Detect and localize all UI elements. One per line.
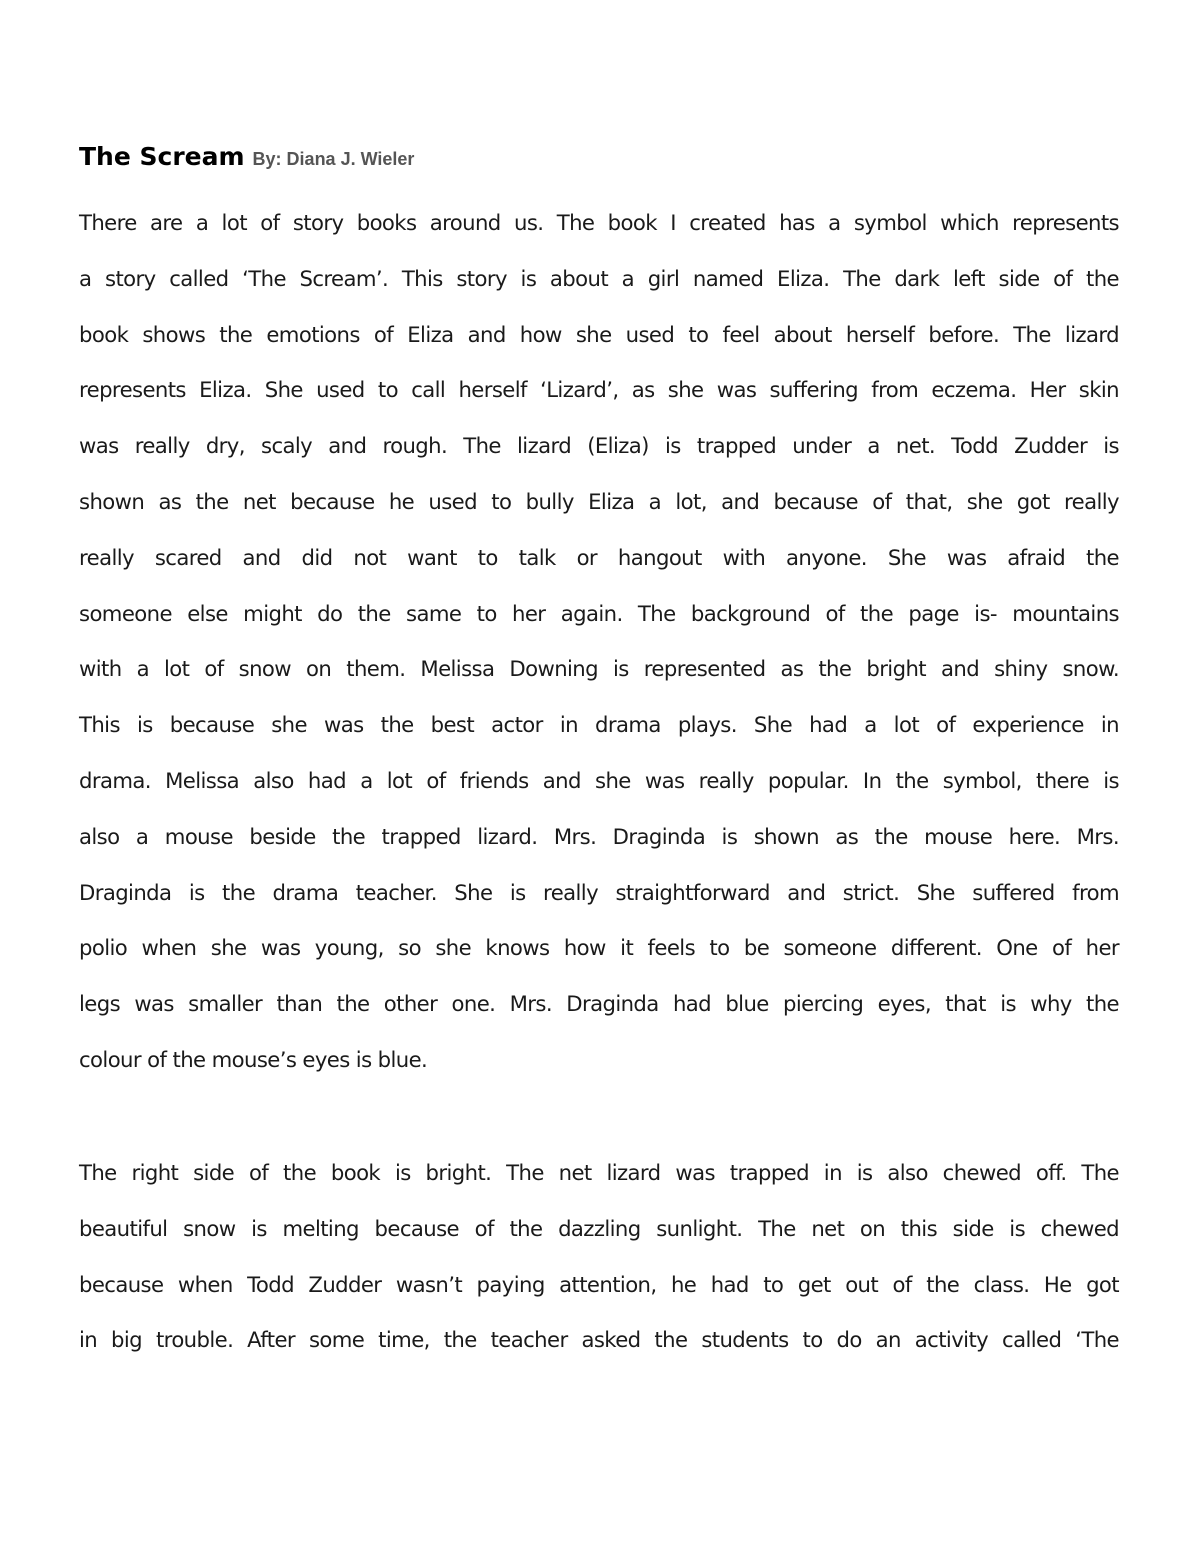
text-line: with a lot of snow on them. Melissa Downing is represented as the bright and shiny snow. xyxy=(79,656,1119,682)
text-line: legs was smaller than the other one. Mrs. Draginda had blue piercing eyes, that is why the xyxy=(79,991,1119,1017)
text-line: Draginda is the drama teacher. She is really straightforward and strict. She suffered from xyxy=(79,879,1119,905)
text-line: beautiful snow is melting because of the dazzling sunlight. The net on this side is chewed xyxy=(79,1215,1119,1241)
text-line: someone else might do the same to her again. The background of the page is- mountains xyxy=(79,600,1119,626)
text-line: a story called ‘The Scream’. This story is about a girl named Eliza. The dark left side of the xyxy=(79,265,1119,291)
text-line: in big trouble. After some time, the teacher asked the students to do an activity called ‘The xyxy=(79,1327,1119,1353)
text-line: represents Eliza. She used to call herself ‘Lizard’, as she was suffering from eczema. Her skin xyxy=(79,377,1119,403)
author-byline: By: Diana J. Wieler xyxy=(252,149,415,169)
text-line: shown as the net because he used to bully Eliza a lot, and because of that, she got really xyxy=(79,488,1119,514)
text-line: drama. Melissa also had a lot of friends and she was really popular. In the symbol, there is xyxy=(79,767,1119,793)
document-title: The Scream xyxy=(79,142,245,171)
paragraph-2 xyxy=(79,1145,1119,1368)
text-line: was really dry, scaly and rough. The lizard (Eliza) is trapped under a net. Todd Zudder is xyxy=(79,433,1119,459)
text-line: There are a lot of story books around us. The book I created has a symbol which represents xyxy=(79,210,1119,235)
text-line: polio when she was young, so she knows how it feels to be someone different. One of her xyxy=(79,935,1119,961)
text-line: really scared and did not want to talk or hangout with anyone. She was afraid the xyxy=(79,544,1119,570)
paragraph-1 xyxy=(79,195,1119,1088)
text-line: colour of the mouse’s eyes is blue. xyxy=(79,1046,428,1072)
document-heading xyxy=(79,142,1119,171)
text-line: because when Todd Zudder wasn’t paying attention, he had to get out of the class. He got xyxy=(79,1271,1119,1297)
text-line: book shows the emotions of Eliza and how she used to feel about herself before. The lizard xyxy=(79,321,1119,347)
text-line: The right side of the book is bright. The net lizard was trapped in is also chewed off. The xyxy=(79,1160,1119,1185)
text-line: also a mouse beside the trapped lizard. Mrs. Draginda is shown as the mouse here. Mrs. xyxy=(79,823,1119,849)
text-line: This is because she was the best actor in drama plays. She had a lot of experience in xyxy=(79,712,1119,738)
